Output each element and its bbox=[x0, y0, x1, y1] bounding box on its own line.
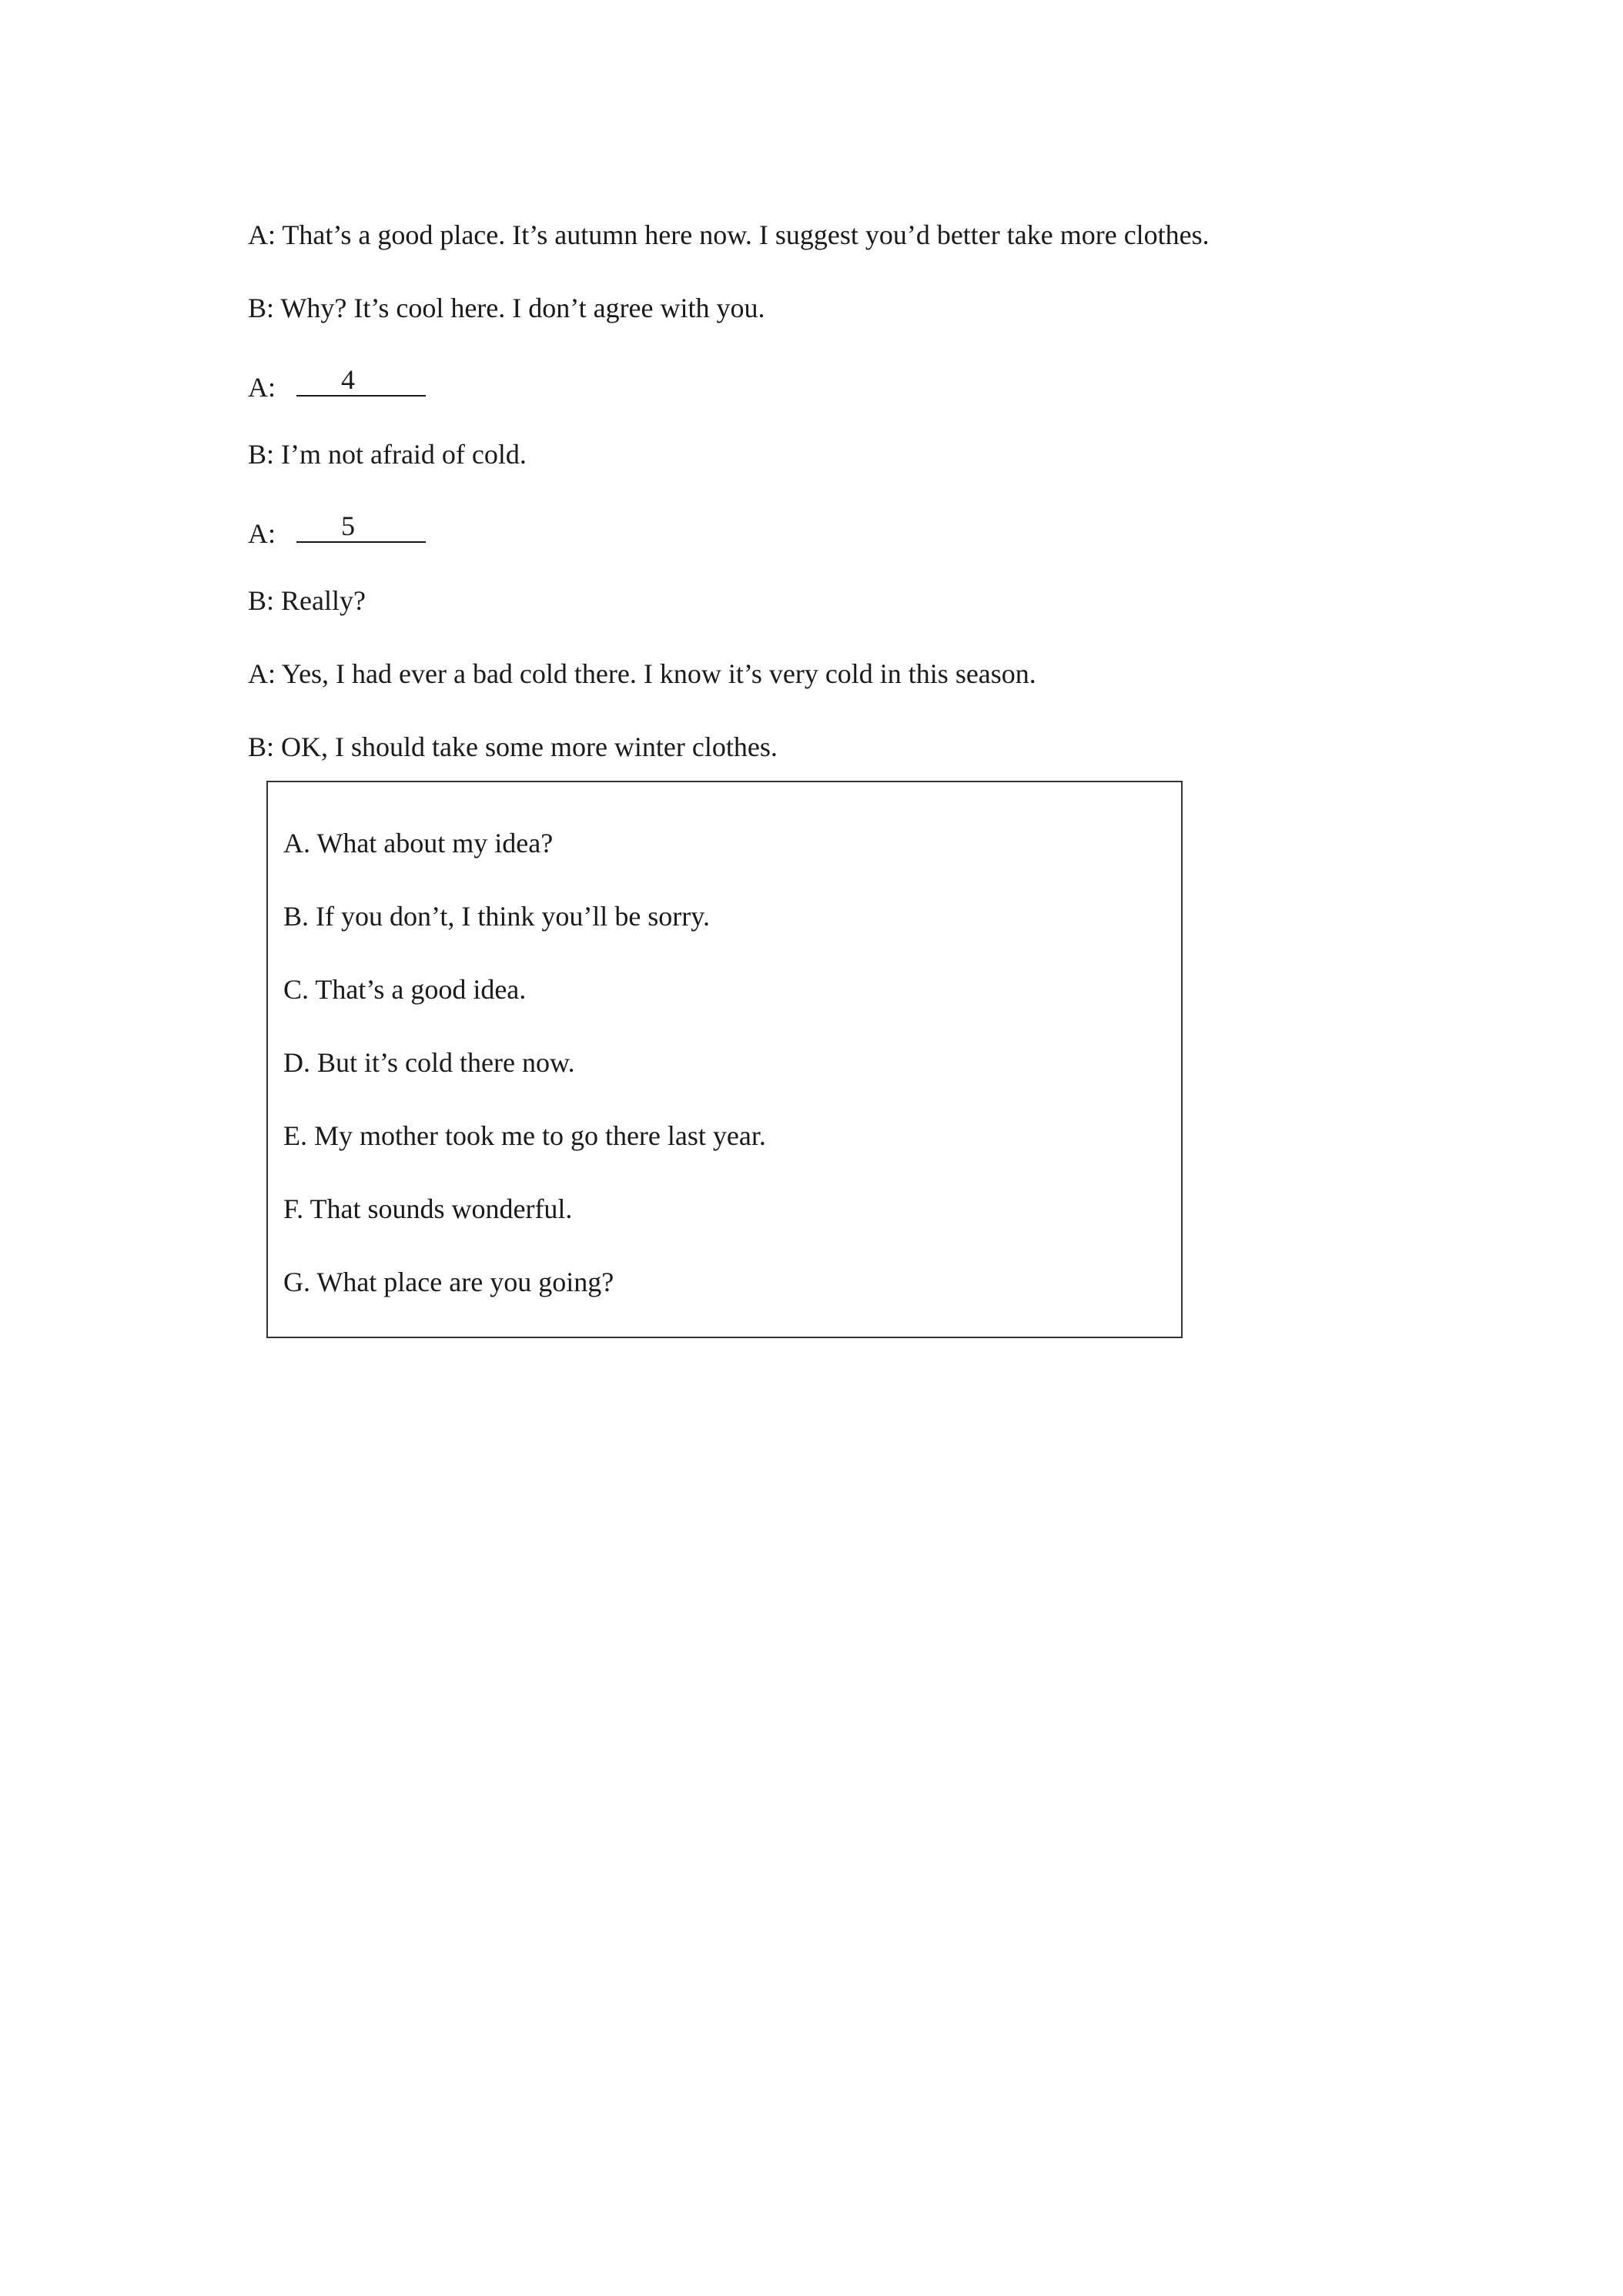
dialogue-line-1 bbox=[248, 218, 1210, 252]
answer-blank-5[interactable] bbox=[296, 510, 426, 543]
option-b: B. If you don’t, I think you’ll be sorry. bbox=[283, 901, 710, 932]
dialogue-line-8 bbox=[248, 730, 778, 764]
option-d: D. But it’s cold there now. bbox=[283, 1047, 575, 1078]
dialogue-text: Yes, I had ever a bad cold there. I know it’s very cold in this season. bbox=[281, 658, 1036, 689]
blank-number: 4 bbox=[341, 364, 355, 395]
dialogue-line-3 bbox=[248, 364, 426, 404]
option-g: G. What place are you going? bbox=[283, 1267, 614, 1297]
speaker-label: B: bbox=[248, 293, 275, 323]
option-c: C. That’s a good idea. bbox=[283, 974, 527, 1005]
speaker-label: A: bbox=[248, 372, 276, 403]
options-box bbox=[266, 781, 1183, 1338]
option-e: E. My mother took me to go there last year. bbox=[283, 1120, 766, 1151]
dialogue-text: That’s a good place. It’s autumn here now. I suggest you’d better take more clothes. bbox=[282, 219, 1210, 250]
dialogue-text: I’m not afraid of cold. bbox=[281, 439, 527, 470]
answer-blank-4[interactable] bbox=[296, 364, 426, 397]
speaker-label: A: bbox=[248, 518, 276, 549]
blank-number: 5 bbox=[341, 510, 355, 541]
option-f: F. That sounds wonderful. bbox=[283, 1193, 573, 1224]
dialogue-line-2 bbox=[248, 291, 765, 325]
speaker-label: B: bbox=[248, 439, 275, 470]
dialogue-line-6 bbox=[248, 584, 366, 618]
dialogue-text: Why? It’s cool here. I don’t agree with you. bbox=[280, 293, 765, 323]
dialogue-line-4 bbox=[248, 437, 527, 471]
dialogue-line-7 bbox=[248, 657, 1036, 691]
speaker-label: A: bbox=[248, 658, 276, 689]
dialogue-text: Really? bbox=[281, 585, 366, 616]
speaker-label: B: bbox=[248, 731, 275, 762]
speaker-label: A: bbox=[248, 219, 276, 250]
option-a: A. What about my idea? bbox=[283, 828, 554, 858]
dialogue-line-5 bbox=[248, 510, 426, 551]
dialogue-text: OK, I should take some more winter clothes. bbox=[281, 731, 778, 762]
speaker-label: B: bbox=[248, 585, 275, 616]
